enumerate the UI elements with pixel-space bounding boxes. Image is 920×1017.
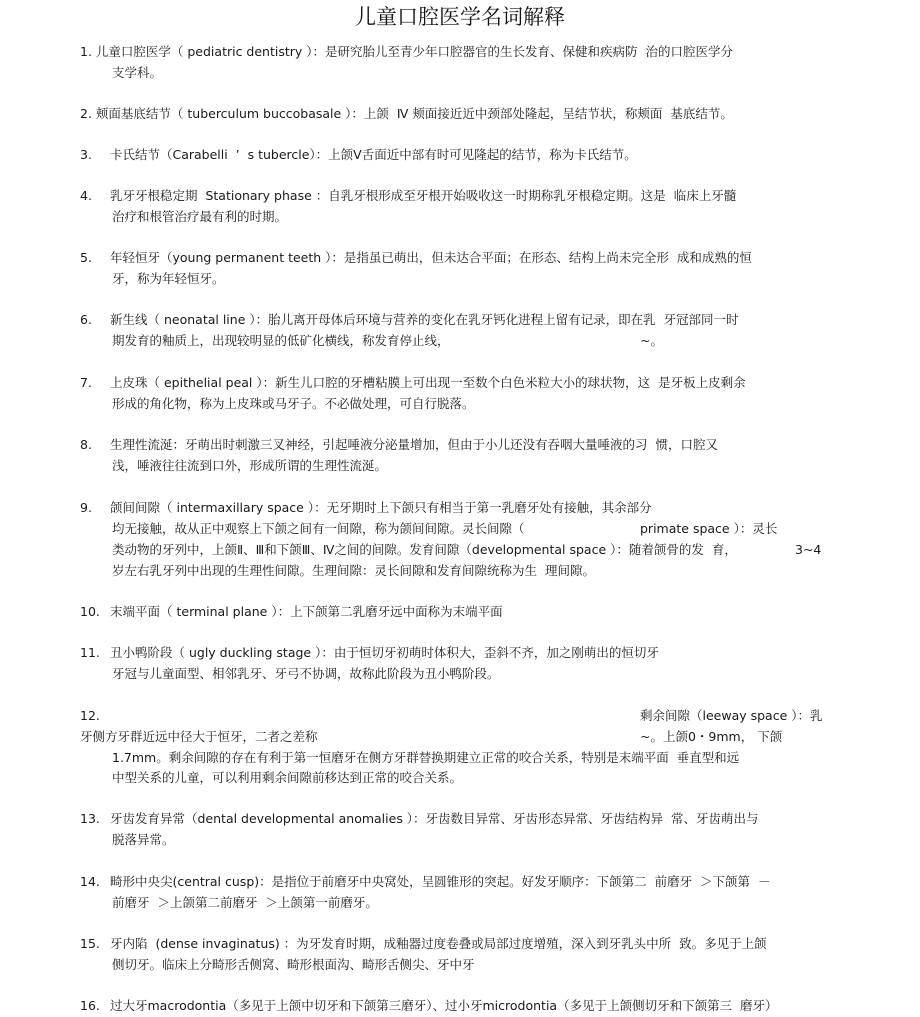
entry-6-line-1: 新生线（ neonatal line ）：胎儿离开母体后环境与营养的变化在乳牙钙化进程上留有记录，即在乳 牙冠部同一时 [110, 312, 739, 327]
entry-7-line-1: 上皮珠（ epithelial peal ）：新生儿口腔的牙槽粘膜上可出现一至数个白色米粒大小的球状物，这 是牙板上皮剩余 [110, 375, 746, 390]
entry-9-line-1: 颌间间隙（ intermaxillary space ）：无牙期时上下颌只有相当于第一乳磨牙处有接触，其余部分 [110, 500, 652, 515]
entry-12-number: 12. [80, 708, 100, 723]
entry-12-line-2: 牙侧方牙群近远中径大于恒牙，二者之差称 [80, 729, 318, 744]
entry-15-line-2: 侧切牙。临床上分畸形舌侧窝、畸形根面沟、畸形舌侧尖、牙中牙 [112, 957, 475, 972]
entry-1-line-2: 支学科。 [112, 65, 163, 80]
entry-6-line-2-tail: ~。 [640, 333, 663, 348]
entry-4-number: 4. [80, 188, 92, 203]
entry-10-number: 10. [80, 604, 100, 619]
entry-9-number: 9. [80, 500, 92, 515]
entry-15-number: 15. [80, 936, 100, 951]
entry-14-number: 14. [80, 874, 100, 889]
entry-5-number: 5. [80, 250, 92, 265]
entry-9-line-2-right: primate space ）：灵长 [640, 521, 778, 536]
entry-9-line-3: 类动物的牙列中，上颌Ⅱ、Ⅲ和下颌Ⅲ、Ⅳ之间的间隙。发育间隙（developmental space ）：随着颌骨的发 育， [112, 542, 737, 557]
entry-6-line-2: 期发育的釉质上，出现较明显的低矿化横线，称发育停止线， [112, 333, 450, 348]
entry-10-line-1: 末端平面（ terminal plane ）：上下颌第二乳磨牙远中面称为末端平面 [110, 604, 503, 619]
entry-15-line-1: 牙内陷 (dense invaginatus) ：为牙发育时期，成釉器过度卷叠或局部过度增殖，深入到牙乳头中所 致。多见于上颌 [110, 936, 767, 951]
entry-12-line-1-right: 剩余间隙（leeway space ）：乳 [640, 708, 823, 723]
entry-9-line-4: 岁左右乳牙列中出现的生理性间隙。生理间隙：灵长间隙和发育间隙统称为生 理间隙。 [112, 563, 595, 578]
entry-8-number: 8. [80, 437, 92, 452]
entry-5-line-1: 年轻恒牙（young permanent teeth ）：是指虽已萌出，但未达合平面；在形态、结构上尚未完全形 成和成熟的恒 [110, 250, 752, 265]
entry-2-line-1: 2. 颊面基底结节（ tuberculum buccobasale ）：上颌 Ⅳ 颊面接近近中颈部处隆起，呈结节状，称颊面 基底结节。 [80, 106, 733, 121]
page-title: 儿童口腔医学名词解释 [355, 5, 565, 29]
entry-4-line-1: 乳牙牙根稳定期 Stationary phase ：自乳牙根形成至牙根开始吸收这一时期称乳牙根稳定期。这是 临床上牙髓 [110, 188, 737, 203]
entry-3-number: 3. [80, 147, 92, 162]
entry-9-line-2: 均无接触，故从正中观察上下颌之间有一间隙，称为颌间间隙。灵长间隙（ [112, 521, 525, 536]
entry-7-number: 7. [80, 375, 92, 390]
entry-16-line-1: 过大牙macrodontia（多见于上颌中切牙和下颌第三磨牙）、过小牙microdontia（多见于上颌侧切牙和下颌第三 磨牙） [110, 998, 778, 1013]
entry-12-line-2-right: ~。上颌0・9mm， 下颌 [640, 729, 783, 744]
entry-11-number: 11. [80, 645, 100, 660]
entry-13-line-2: 脱落异常。 [112, 832, 175, 847]
entry-3-line-1: 卡氏结节（Carabelli ’ s tubercle）：上颌Ⅴ舌面近中部有时可见隆起的结节，称为卡氏结节。 [110, 147, 637, 162]
entry-8-line-1: 生理性流涎：牙萌出时刺激三叉神经，引起唾液分泌量增加，但由于小儿还没有吞咽大量唾液的习 惯，口腔又 [110, 437, 718, 452]
entry-12-line-4: 中型关系的儿童，可以利用剩余间隙前移达到正常的咬合关系。 [112, 770, 463, 785]
entry-12-line-3: 1.7mm。剩余间隙的存在有利于第一恒磨牙在侧方牙群替换期建立正常的咬合关系，特别是末端平面 垂直型和远 [112, 750, 740, 765]
entry-8-line-2: 浅，唾液往往流到口外，形成所谓的生理性流涎。 [112, 458, 388, 473]
entry-14-line-1: 畸形中央尖(central cusp)：是指位于前磨牙中央窝处，呈圆锥形的突起。好发牙顺序：下颌第二 前磨牙 ＞下颌第 － [110, 874, 771, 889]
entry-11-line-1: 丑小鸭阶段（ ugly duckling stage ）：由于恒切牙初萌时体积大，歪斜不齐，加之刚萌出的恒切牙 [110, 645, 659, 660]
entry-13-line-1: 牙齿发育异常（dental developmental anomalies ）：牙齿数目异常、牙齿形态异常、牙齿结构异 常、牙齿萌出与 [110, 811, 759, 826]
entry-16-number: 16. [80, 998, 100, 1013]
entry-5-line-2: 牙，称为年轻恒牙。 [112, 271, 225, 286]
entry-7-line-2: 形成的角化物，称为上皮珠或马牙子。不必做处理，可自行脱落。 [112, 396, 475, 411]
entry-11-line-2: 牙冠与儿童面型、相邻乳牙、牙弓不协调，故称此阶段为丑小鸭阶段。 [112, 666, 500, 681]
entry-9-line-3-right: 3~4 [795, 542, 822, 557]
entry-1-line-1: 1. 儿童口腔医学（ pediatric dentistry ）：是研究胎儿至青少年口腔器官的生长发育、保健和疾病防 治的口腔医学分 [80, 44, 733, 59]
entry-13-number: 13. [80, 811, 100, 826]
entry-14-line-2: 前磨牙 ＞上颌第二前磨牙 ＞上颌第一前磨牙。 [112, 895, 378, 910]
entry-4-line-2: 治疗和根管治疗最有利的时期。 [112, 209, 288, 224]
entry-6-number: 6. [80, 312, 92, 327]
